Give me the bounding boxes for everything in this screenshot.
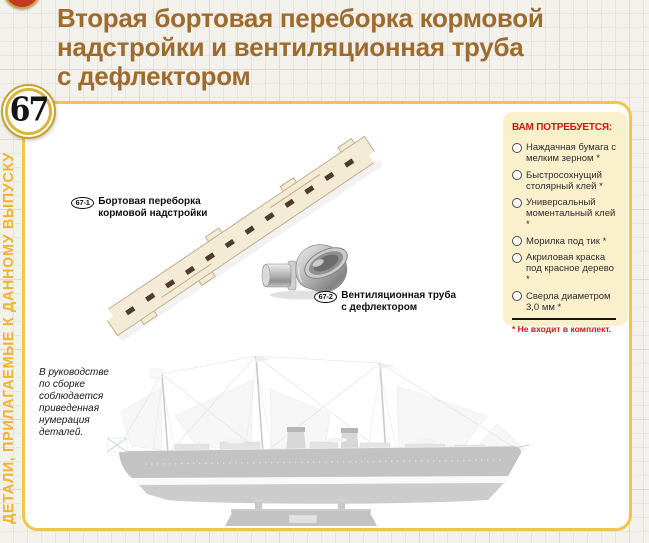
required-item (512, 252, 619, 285)
required-item-text: Сверла диаметром 3,0 мм * (526, 290, 611, 313)
page-title-line: надстройки и вентиляционная труба (57, 32, 524, 62)
bullet-circle-icon (512, 170, 522, 180)
content-panel (22, 101, 632, 531)
required-item (512, 291, 619, 313)
part-code-badge: 67-1 (71, 197, 94, 210)
bullet-circle-icon (512, 253, 522, 263)
required-item-text: Быстросохнущий столярный клей * (526, 169, 603, 192)
required-box (503, 112, 628, 334)
required-item (512, 170, 619, 192)
page-title-line: с дефлектором (57, 61, 251, 91)
bullet-circle-icon (512, 198, 522, 208)
required-item-text: Акриловая краска под красное дерево * (526, 252, 614, 285)
issue-number-badge-ring (5, 88, 52, 135)
page-title-line: Вторая бортовая переборка кормовой (57, 3, 544, 33)
part-label (71, 196, 221, 219)
part-code-badge: 67-2 (314, 291, 337, 304)
part-name: Вентиляционная труба с дефлектором (341, 290, 457, 313)
part-label (314, 290, 464, 313)
required-header: ВАМ ПОТРЕБУЕТСЯ: (512, 122, 612, 133)
issue-number: 67 (9, 91, 48, 130)
page-title (57, 4, 637, 91)
part-name: Бортовая переборка кормовой надстройки (98, 196, 208, 219)
required-item-text: Универсальный моментальный клей * (526, 197, 616, 230)
series-emblem-icon (3, 0, 41, 9)
bullet-circle-icon (512, 143, 522, 153)
required-footnote: * Не входит в комплект. (512, 324, 612, 334)
numbering-note: В руководстве по сборке соблюдается приведенная нумерация деталей. (39, 367, 109, 438)
ship-photo (105, 354, 632, 531)
bullet-circle-icon (512, 291, 522, 301)
required-list (512, 142, 619, 313)
issue-number-badge (1, 84, 56, 139)
required-item (512, 236, 619, 247)
required-item (512, 197, 619, 230)
required-item-text: Наждачная бумага с мелким зерном * (526, 142, 616, 164)
required-item (512, 142, 619, 164)
required-item-text: Морилка под тик * (526, 235, 607, 247)
sidebar-series-label: ДЕТАЛИ, ПРИЛАГАЕМЫЕ К ДАННОМУ ВЫПУСКУ (1, 152, 17, 524)
required-divider (512, 318, 616, 320)
bullet-circle-icon (512, 236, 522, 246)
